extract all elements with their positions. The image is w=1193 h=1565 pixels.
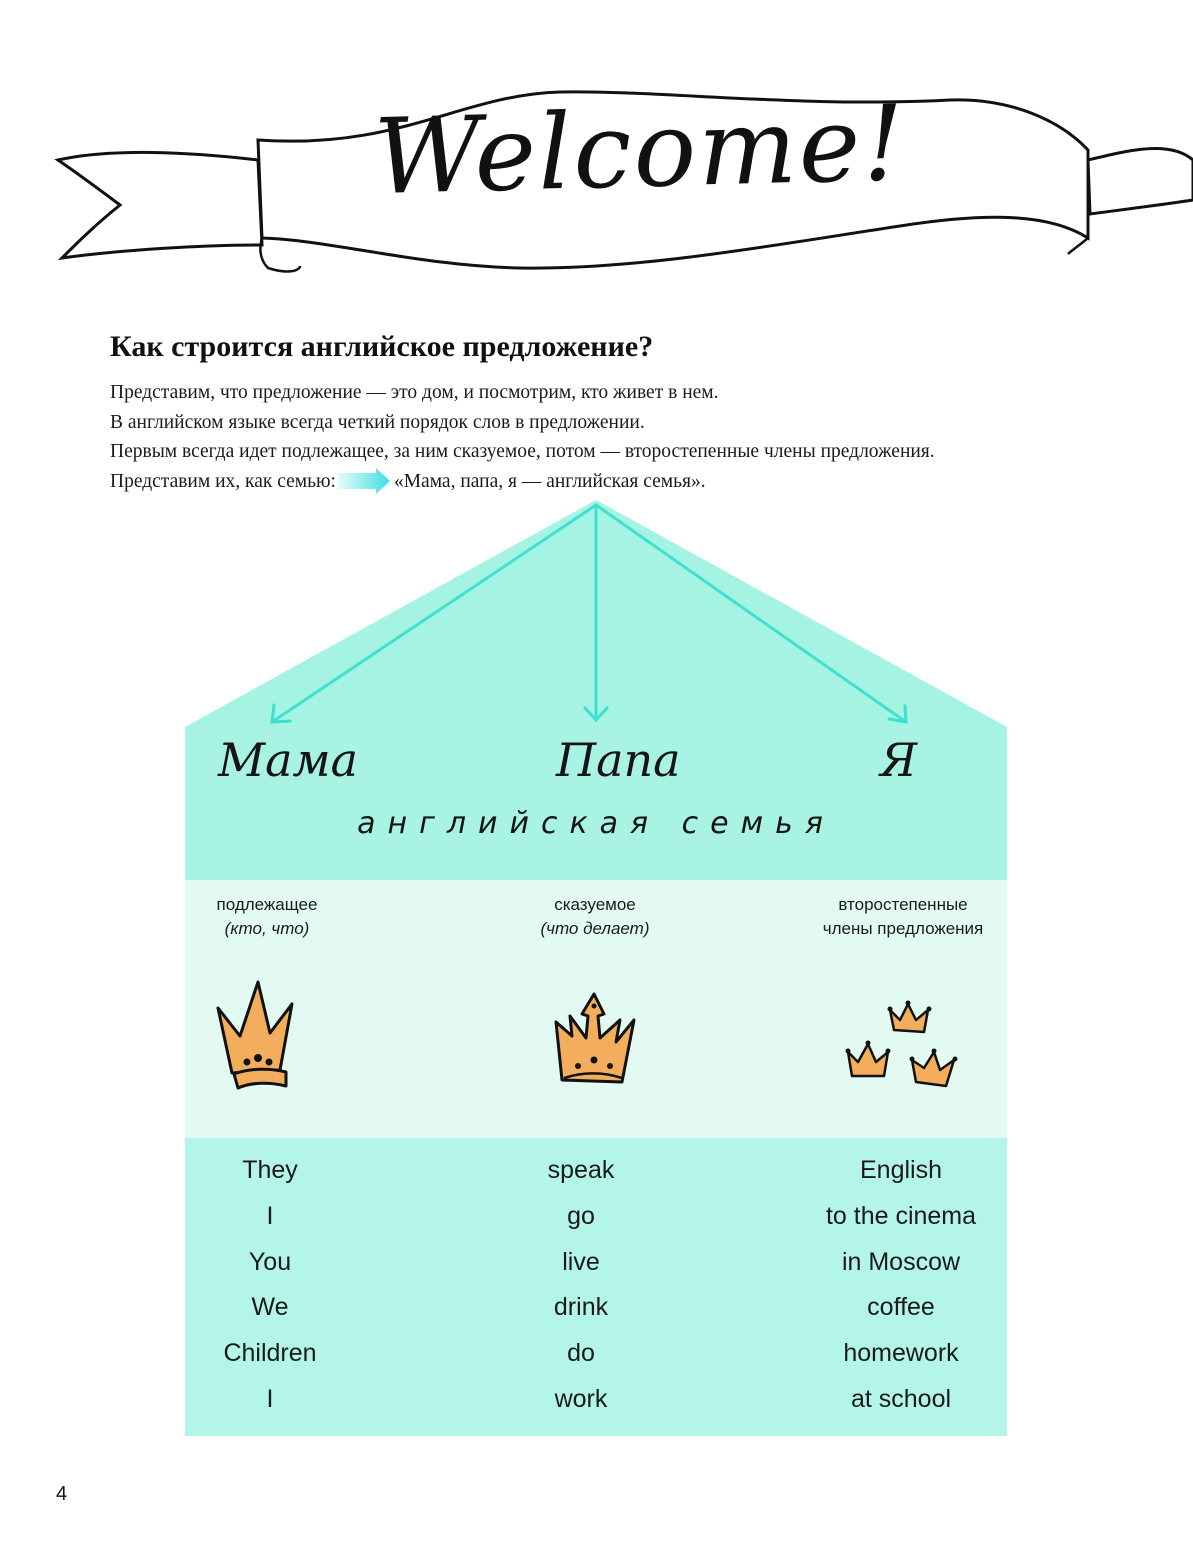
label-predicate-title: сказуемое [554, 895, 636, 914]
subject-word: You [248, 1247, 292, 1276]
intro-line-2: В английском языке всегда четкий порядок слов в предложении. [110, 411, 645, 433]
family-word-mama: Мама [218, 733, 359, 787]
column-verbs [451, 1148, 711, 1423]
crown-arrow-icon [548, 988, 640, 1088]
intro-line-3: Первым всегда идет подлежащее, за ним сказуемое, потом — второстепенные члены предложения. [110, 441, 935, 462]
object-word: English [860, 1156, 942, 1184]
label-secondary-title: второстепенные [838, 895, 968, 914]
object-word: coffee [867, 1293, 935, 1322]
family-word-papa: Папа [556, 733, 681, 787]
page-heading: Как строится английское предложение? [110, 330, 654, 363]
crowns-small-icon [842, 998, 966, 1098]
object-word: homework [843, 1339, 959, 1368]
intro-line-4-start: Представим их, как семью: [110, 470, 336, 492]
crown-tall-icon [210, 978, 300, 1098]
object-word: in Moscow [841, 1247, 961, 1276]
label-secondary-hint: члены предложения [822, 919, 984, 938]
verb-word: live [562, 1247, 600, 1276]
verb-word: speak [547, 1156, 615, 1184]
intro-line-1: Представим, что предложение — это дом, и посмотрим, кто живет в нем. [110, 382, 719, 403]
label-predicate-hint: (что делает) [540, 919, 650, 938]
family-caption: английская семья [357, 806, 835, 841]
subject-word: I [266, 1384, 274, 1413]
subject-word: We [251, 1293, 289, 1322]
label-predicate [465, 893, 725, 941]
column-subjects [140, 1148, 400, 1423]
label-subject [137, 893, 397, 941]
label-secondary [773, 893, 1033, 941]
subject-word: I [266, 1201, 274, 1230]
verb-word: drink [553, 1293, 609, 1322]
column-objects [771, 1148, 1031, 1423]
arrow-right-icon [338, 468, 390, 494]
banner-title: Welcome! [372, 82, 908, 218]
intro-line-4 [110, 467, 1090, 497]
object-word: to the cinema [825, 1201, 977, 1230]
subject-word: They [242, 1156, 298, 1184]
page-number: 4 [56, 1483, 68, 1505]
object-word: at school [850, 1384, 952, 1413]
verb-word: work [554, 1384, 608, 1413]
label-subject-hint: (кто, что) [224, 919, 310, 938]
verb-word: do [567, 1339, 595, 1368]
verb-word: go [567, 1201, 595, 1230]
family-word-ya: Я [880, 733, 918, 787]
intro-line-4-end: «Мама, папа, я — английская семья». [393, 470, 706, 492]
intro-text [110, 378, 1090, 496]
label-subject-title: подлежащее [216, 895, 318, 914]
subject-word: Children [223, 1339, 317, 1368]
